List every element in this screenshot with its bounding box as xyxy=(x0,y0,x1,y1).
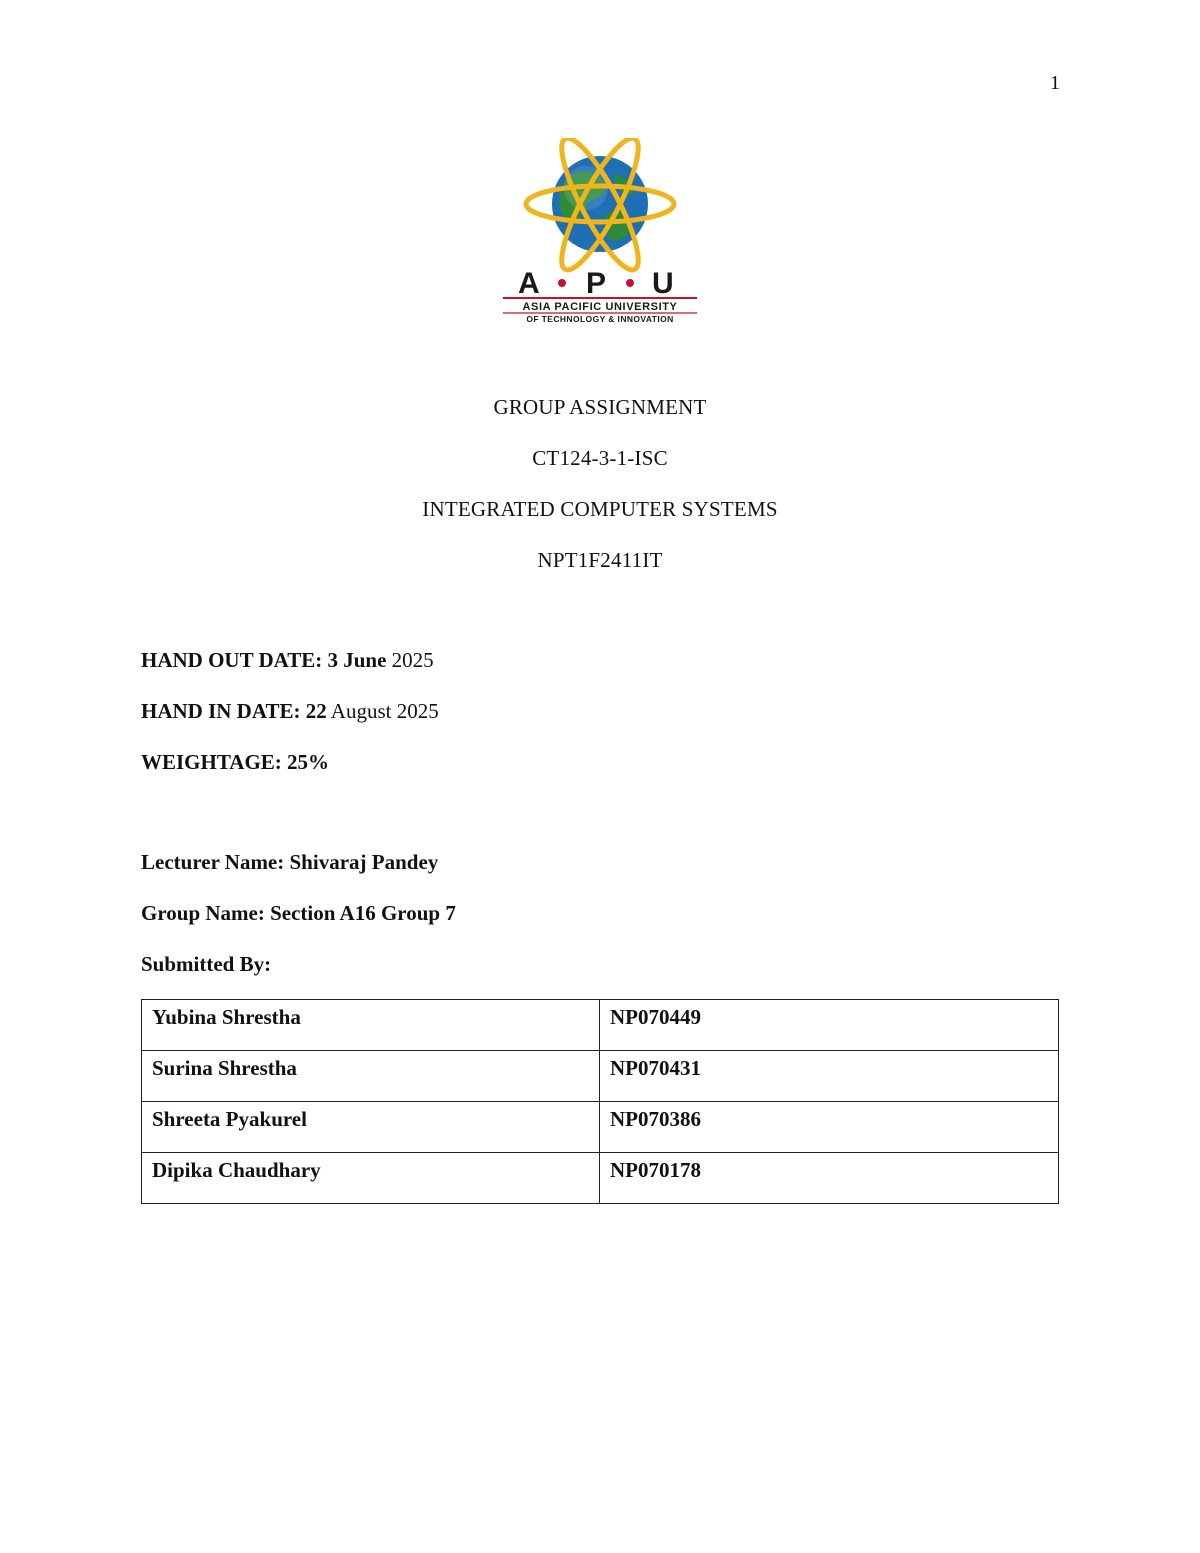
member-id: NP070178 xyxy=(600,1153,1059,1204)
hand-out-label: HAND OUT DATE: 3 June xyxy=(141,648,387,672)
logo-line-1: ASIA PACIFIC UNIVERSITY xyxy=(522,301,678,313)
logo-letter-u: U xyxy=(652,267,674,300)
table-row xyxy=(142,1000,1059,1051)
hand-out-year: 2025 xyxy=(386,648,434,672)
intake-code: NPT1F2411IT xyxy=(537,548,663,572)
university-logo xyxy=(500,138,700,328)
member-id: NP070386 xyxy=(600,1102,1059,1153)
lecturer-name: Lecturer Name: Shivaraj Pandey xyxy=(141,850,439,874)
submitted-by-label: Submitted By: xyxy=(141,952,272,976)
member-name: Dipika Chaudhary xyxy=(142,1153,600,1204)
table-row xyxy=(142,1153,1059,1204)
weightage: WEIGHTAGE: 25% xyxy=(141,750,330,774)
title-block xyxy=(0,392,1200,596)
dates-block xyxy=(141,645,439,798)
member-id: NP070431 xyxy=(600,1051,1059,1102)
member-name: Shreeta Pyakurel xyxy=(142,1102,600,1153)
members-table xyxy=(141,999,1059,1204)
member-name: Yubina Shrestha xyxy=(142,1000,600,1051)
assignment-type: GROUP ASSIGNMENT xyxy=(493,395,707,419)
page-number: 1 xyxy=(1050,72,1060,94)
logo-letter-a: A xyxy=(518,267,540,300)
table-row xyxy=(142,1051,1059,1102)
hand-in-rest: August 2025 xyxy=(326,699,439,723)
hand-in-date xyxy=(141,696,439,747)
hand-out-date xyxy=(141,645,439,696)
table-row xyxy=(142,1102,1059,1153)
member-id: NP070449 xyxy=(600,1000,1059,1051)
apu-logo-graphic xyxy=(500,138,700,328)
module-code: CT124-3-1-ISC xyxy=(532,446,668,470)
logo-line-2: OF TECHNOLOGY & INNOVATION xyxy=(526,314,674,324)
group-name: Group Name: Section A16 Group 7 xyxy=(141,901,456,925)
people-block xyxy=(141,847,456,1000)
module-name: INTEGRATED COMPUTER SYSTEMS xyxy=(422,497,778,521)
member-name: Surina Shrestha xyxy=(142,1051,600,1102)
logo-letter-p: P xyxy=(586,267,607,300)
hand-in-label: HAND IN DATE: 22 xyxy=(141,699,327,723)
